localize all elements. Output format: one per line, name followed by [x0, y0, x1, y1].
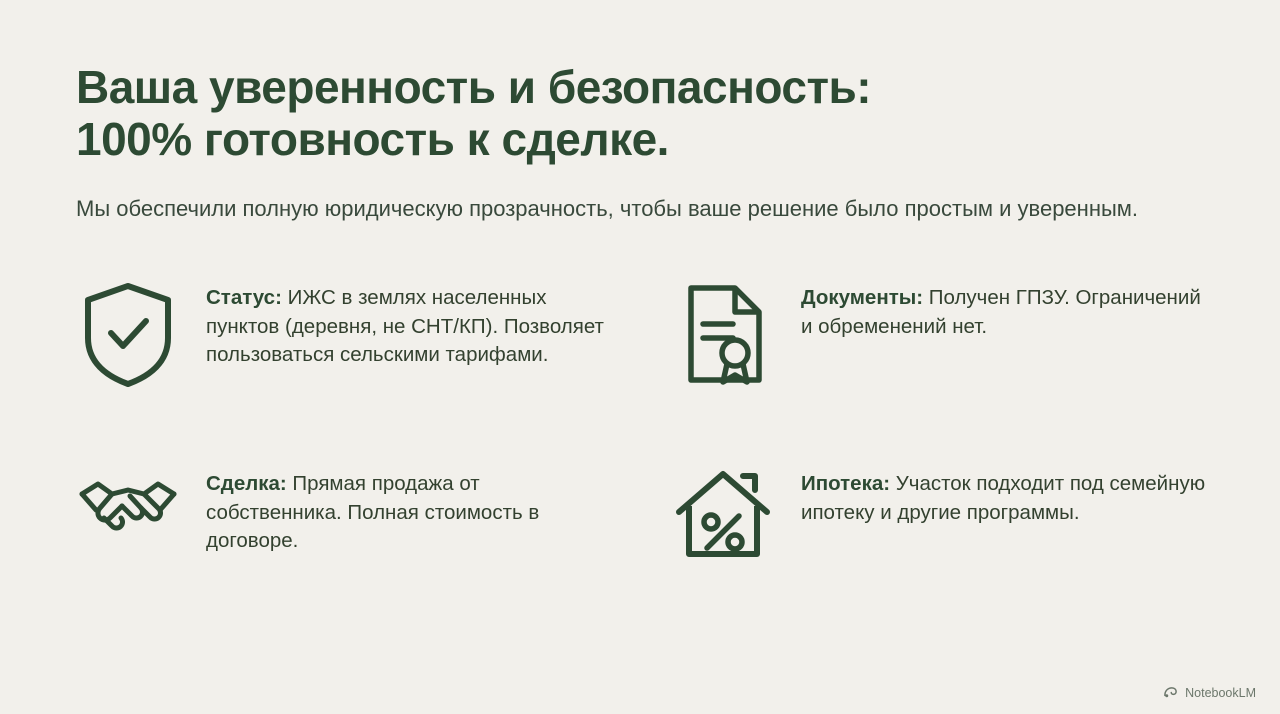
feature-item-mortgage — [671, 464, 1206, 594]
feature-item-deal-label: Сделка: — [206, 472, 287, 496]
feature-grid — [76, 278, 1206, 594]
feature-item-status-body: ИЖС в землях населенных пунктов (деревня, не СНТ/КП). Позволяет пользоваться сельскими тарифами. — [206, 286, 604, 366]
footer-brand-label: NotebookLM — [1185, 685, 1256, 700]
title-line-1: Ваша уверенность и безопасность: — [76, 61, 872, 113]
feature-item-mortgage-body: Участок подходит под семейную ипотеку и другие программы. — [801, 472, 1206, 524]
feature-item-deal-body: Прямая продажа от собственника. Полная стоимость в договоре. — [206, 472, 540, 552]
feature-item-documents-label: Документы: — [801, 286, 924, 310]
footer-brand — [1163, 685, 1256, 700]
notebooklm-logo-icon — [1163, 685, 1178, 700]
feature-item-deal-text — [206, 464, 611, 555]
feature-item-status-text — [206, 278, 611, 369]
feature-item-deal — [76, 464, 611, 594]
page-title — [76, 62, 1076, 165]
house-percent-icon — [671, 464, 775, 576]
feature-item-documents-text — [801, 278, 1206, 341]
shield-check-icon — [76, 278, 180, 390]
certificate-document-icon — [671, 278, 775, 390]
feature-item-mortgage-text — [801, 464, 1206, 527]
handshake-icon — [76, 464, 180, 576]
feature-item-status-label: Статус: — [206, 286, 282, 310]
feature-item-status — [76, 278, 611, 408]
subtitle: Мы обеспечили полную юридическую прозрачность, чтобы ваше решение было простым и уверенным. — [76, 196, 1139, 222]
feature-item-documents — [671, 278, 1206, 408]
feature-item-mortgage-label: Ипотека: — [801, 472, 891, 496]
feature-item-documents-body: Получен ГПЗУ. Ограничений и обременений нет. — [801, 286, 1201, 338]
title-line-2: 100% готовность к сделке. — [76, 112, 669, 165]
